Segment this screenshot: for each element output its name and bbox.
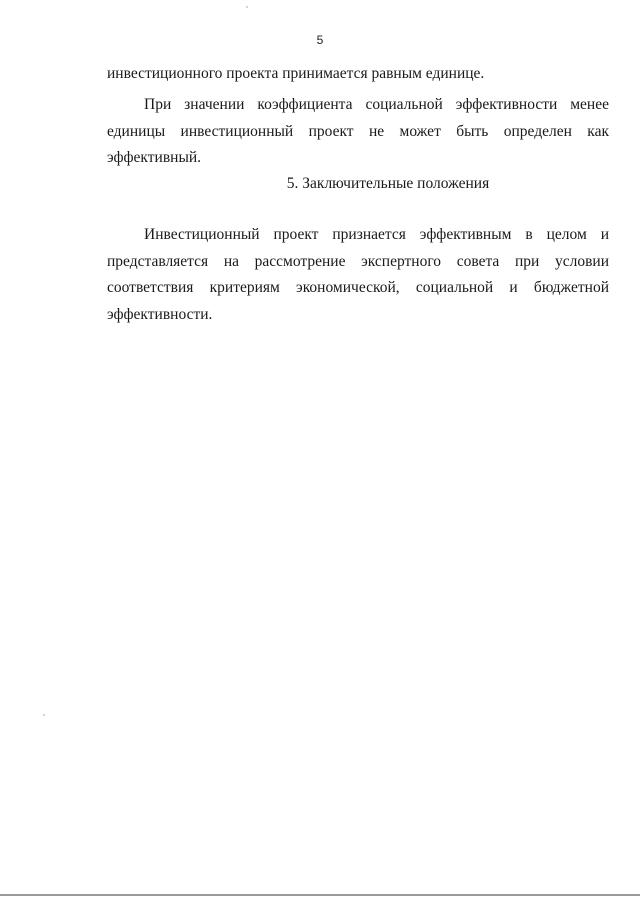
paragraph-continued: инвестиционного проекта принимается равным единице. (107, 65, 485, 82)
paragraph-social-efficiency: При значении коэффициента социальной эффективности менее единицы инвестиционный проект не может быть определен как эффективный. (107, 96, 609, 166)
scan-artifact (246, 6, 248, 8)
section-heading: 5. Заключительные положения (286, 175, 490, 192)
page-number: 5 (316, 33, 324, 47)
paragraph-conclusion: Инвестиционный проект признается эффективным в целом и представляется на рассмотрение экспертного совета при условии соответствия критериям экономической, социальной и бюджетной эффективности. (107, 226, 609, 323)
scan-edge-line (0, 894, 640, 896)
scan-artifact (43, 714, 45, 716)
